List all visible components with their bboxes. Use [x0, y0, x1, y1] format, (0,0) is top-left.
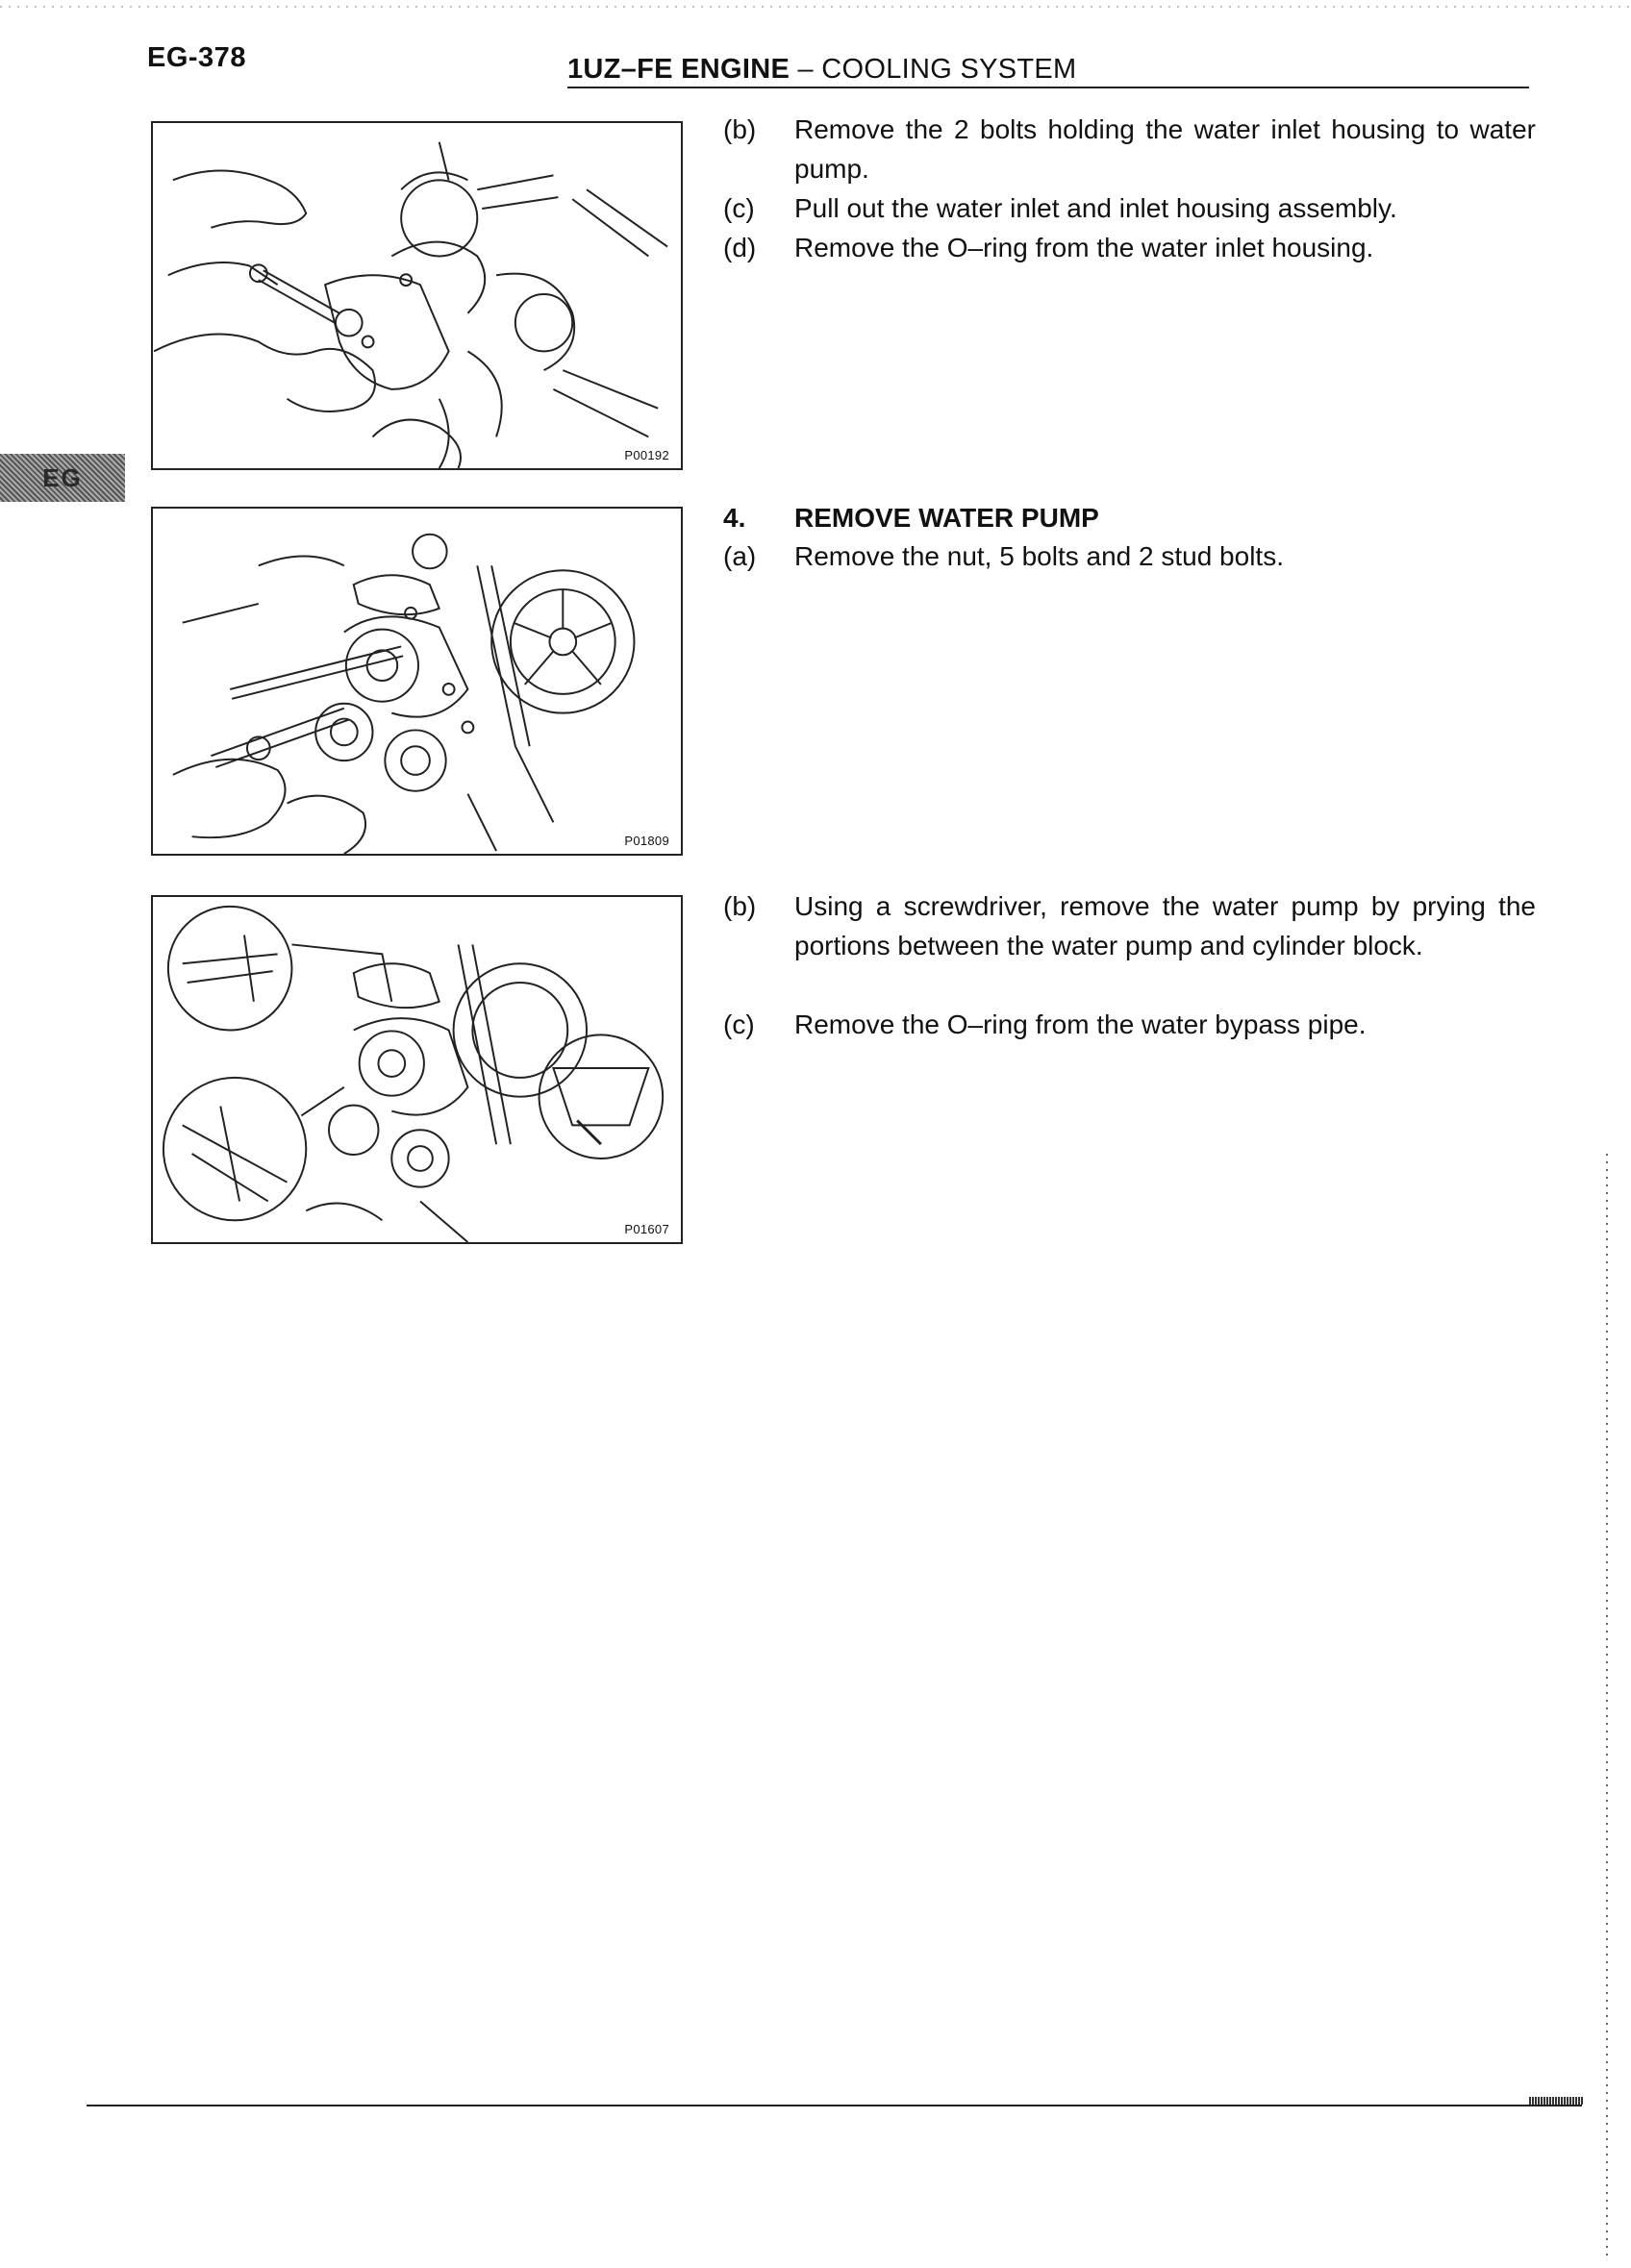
section-title-engine: 1UZ–FE ENGINE	[567, 54, 790, 85]
step-text: Pull out the water inlet and inlet housing assembly.	[794, 193, 1397, 223]
step-4-remove-water-pump	[723, 498, 1536, 537]
step-b-pry-water-pump	[723, 886, 1536, 965]
step-text: Remove the nut, 5 bolts and 2 stud bolts.	[794, 541, 1284, 571]
step-heading-text: REMOVE WATER PUMP	[794, 503, 1099, 533]
step-text: Using a screwdriver, remove the water pump by prying the portions between the water pump and cylinder block.	[794, 891, 1536, 960]
figure-code: P01809	[624, 834, 669, 848]
step-label: (c)	[723, 193, 755, 223]
figure-water-pump-prying	[151, 895, 683, 1244]
footer-dot-mark	[1529, 2097, 1583, 2105]
figure-water-pump-bolts	[151, 507, 683, 856]
section-title-system: – COOLING SYSTEM	[790, 54, 1077, 85]
step-c-pull-out-inlet	[723, 188, 1536, 228]
step-label: (d)	[723, 233, 757, 262]
step-text: Remove the O–ring from the water bypass pipe.	[794, 1009, 1367, 1039]
step-label: (b)	[723, 891, 757, 921]
step-label: (c)	[723, 1009, 755, 1039]
step-text: Remove the O–ring from the water inlet housing.	[794, 233, 1374, 262]
footer-rule	[87, 2105, 1582, 2106]
section-side-tab: EG	[0, 454, 125, 502]
step-d-remove-o-ring-inlet	[723, 228, 1536, 267]
scan-dots-top	[0, 6, 1631, 8]
step-b-remove-inlet-bolts	[723, 110, 1536, 188]
illustration-water-pump-bolts	[153, 509, 681, 854]
illustration-inlet-housing-removal	[153, 123, 681, 468]
header-rule	[567, 87, 1529, 88]
step-label: (b)	[723, 114, 757, 144]
step-a-remove-nut-bolts	[723, 536, 1536, 576]
figure-water-inlet-housing	[151, 121, 683, 470]
step-c-remove-o-ring-bypass	[723, 1005, 1536, 1044]
page-code: EG-378	[147, 42, 246, 73]
step-label: (a)	[723, 541, 757, 571]
section-title	[567, 54, 1077, 86]
illustration-water-pump-prying	[153, 897, 681, 1242]
step-text: Remove the 2 bolts holding the water inlet housing to water pump.	[794, 114, 1536, 184]
scan-dots-right	[1606, 1154, 1608, 2259]
step-number: 4.	[723, 503, 746, 533]
figure-code: P00192	[624, 448, 669, 462]
figure-code: P01607	[624, 1222, 669, 1236]
